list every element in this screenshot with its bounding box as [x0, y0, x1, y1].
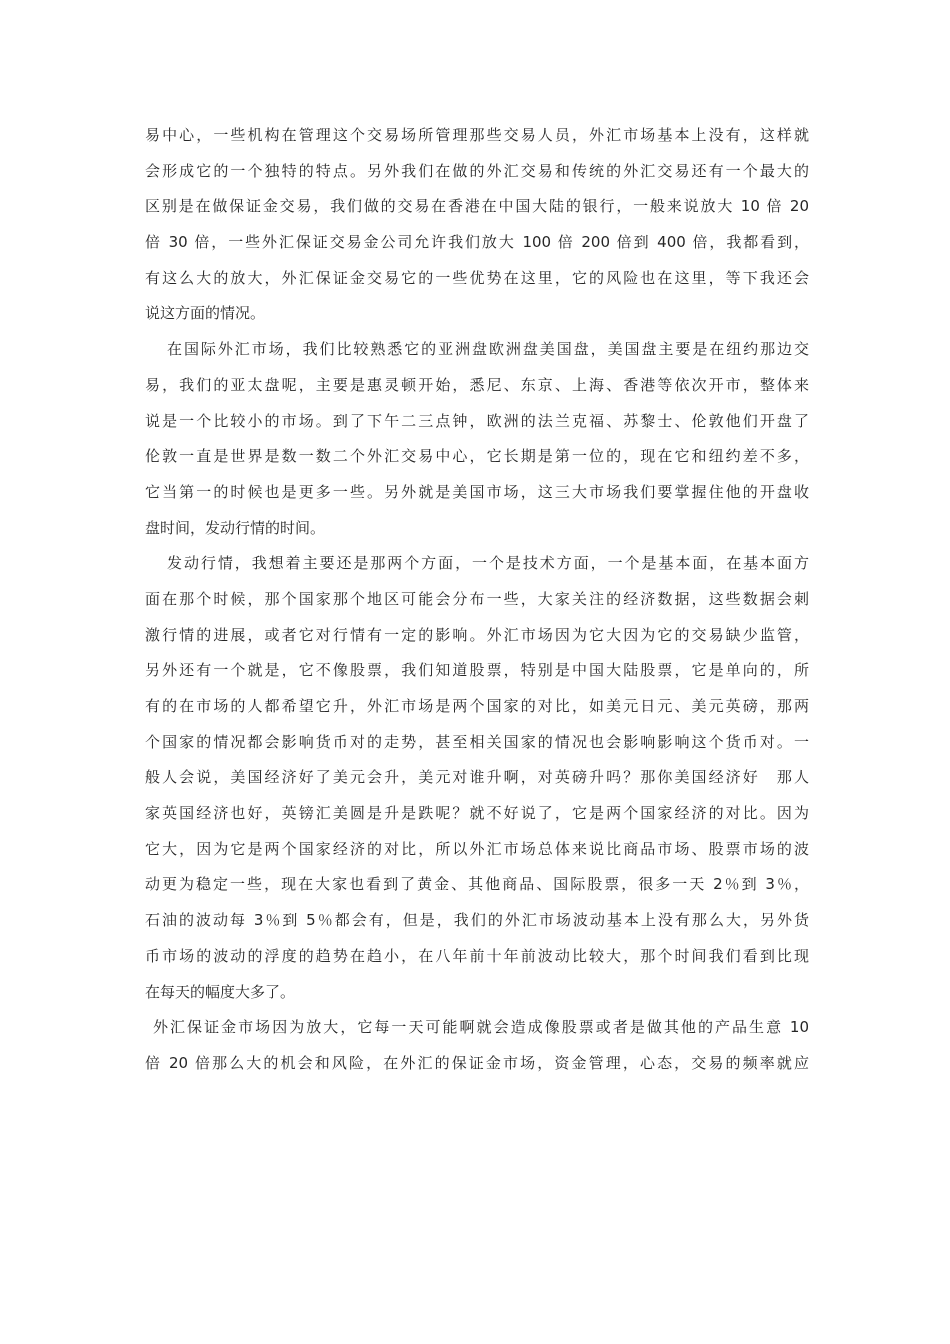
paragraph-line: 它当第一的时候也是更多一些。另外就是美国市场，这三大市场我们要掌握住他的开盘收 — [145, 482, 809, 501]
paragraph-line: 区别是在做保证金交易，我们做的交易在香港在中国大陆的银行，一般来说放大 10 倍 20 — [145, 197, 809, 216]
paragraph-line: 易，我们的亚太盘呢，主要是惠灵顿开始，悉尼、东京、上海、香港等依次开市，整体来 — [145, 375, 809, 394]
paragraph-line: 发动行情，我想着主要还是那两个方面，一个是技术方面，一个是基本面，在基本面方 — [167, 554, 809, 573]
paragraph-line: 说是一个比较小的市场。到了下午二三点钟，欧洲的法兰克福、苏黎士、伦敦他们开盘了 — [145, 411, 809, 430]
paragraph-line: 倍 20 倍那么大的机会和风险，在外汇的保证金市场，资金管理，心态，交易的频率就应 — [145, 1053, 809, 1072]
document-body — [145, 118, 809, 1082]
paragraph-line: 般人会说，美国经济好了美元会升，美元对谁升啊，对英磅升吗？那你美国经济好 那人 — [145, 768, 809, 787]
paragraph-4 — [145, 1010, 809, 1081]
paragraph-line: 有这么大的放大，外汇保证金交易它的一些优势在这里，它的风险也在这里，等下我还会 — [145, 268, 809, 287]
paragraph-line: 另外还有一个就是，它不像股票，我们知道股票，特别是中国大陆股票，它是单向的，所 — [145, 661, 809, 680]
paragraph-2 — [145, 332, 809, 546]
paragraph-line: 在国际外汇市场，我们比较熟悉它的亚洲盘欧洲盘美国盘，美国盘主要是在纽约那边交 — [167, 340, 809, 359]
paragraph-line: 它大，因为它是两个国家经济的对比，所以外汇市场总体来说比商品市场、股票市场的波 — [145, 839, 809, 858]
paragraph-line: 面在那个时候，那个国家那个地区可能会分布一些，大家关注的经济数据，这些数据会刺 — [145, 589, 809, 608]
paragraph-line: 说这方面的情况。 — [145, 304, 266, 323]
paragraph-line: 盘时间，发动行情的时间。 — [145, 518, 326, 537]
paragraph-line: 在每天的幅度大多了。 — [145, 982, 296, 1001]
paragraph-line: 易中心，一些机构在管理这个交易场所管理那些交易人员，外汇市场基本上没有，这样就 — [145, 126, 809, 144]
paragraph-line: 伦敦一直是世界是数一数二个外汇交易中心，它长期是第一位的，现在它和纽约差不多， — [145, 447, 809, 466]
paragraph-line: 外汇保证金市场因为放大，它每一天可能啊就会造成像股票或者是做其他的产品生意 10 — [153, 1018, 809, 1037]
paragraph-3 — [145, 546, 809, 1010]
paragraph-line: 倍 30 倍，一些外汇保证交易金公司允许我们放大 100 倍 200 倍到 400 倍，我都看到， — [145, 233, 809, 252]
paragraph-line: 币市场的波动的浮度的趋势在趋小，在八年前十年前波动比较大，那个时间我们看到比现 — [145, 946, 809, 965]
paragraph-line: 有的在市场的人都希望它升，外汇市场是两个国家的对比，如美元日元、美元英磅，那两 — [145, 697, 809, 715]
paragraph-1 — [145, 118, 809, 332]
paragraph-line: 动更为稳定一些，现在大家也看到了黄金、其他商品、国际股票，很多一天 2％到 3％， — [145, 875, 809, 894]
paragraph-line: 个国家的情况都会影响货币对的走势，甚至相关国家的情况也会影响影响这个货币对。一 — [145, 732, 809, 751]
paragraph-line: 家英国经济也好，英镑汇美圆是升是跌呢？就不好说了，它是两个国家经济的对比。因为 — [145, 804, 809, 823]
paragraph-line: 激行情的进展，或者它对行情有一定的影响。外汇市场因为它大因为它的交易缺少监管， — [145, 625, 809, 644]
paragraph-line: 会形成它的一个独特的特点。另外我们在做的外汇交易和传统的外汇交易还有一个最大的 — [145, 161, 809, 180]
paragraph-line: 石油的波动每 3％到 5％都会有，但是，我们的外汇市场波动基本上没有那么大，另外货 — [145, 911, 809, 930]
